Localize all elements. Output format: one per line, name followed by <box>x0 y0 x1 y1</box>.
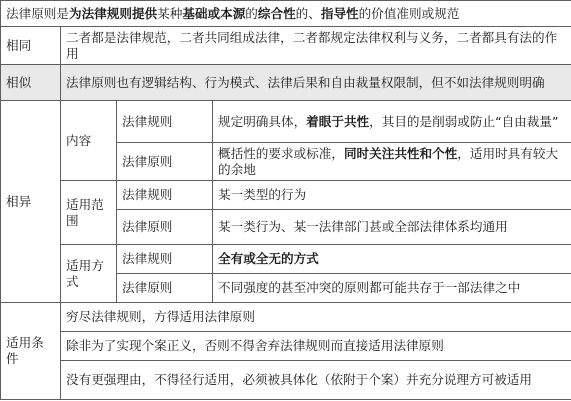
content-principle-label: 法律原则 <box>117 143 213 181</box>
text-run: ，适用时具有较大的余地 <box>218 145 559 177</box>
similar-label: 相似 <box>1 65 61 101</box>
manner-rule-text <box>213 245 571 274</box>
bold-run: 指导性 <box>320 5 359 21</box>
same-label: 相同 <box>1 27 61 65</box>
title-row <box>1 1 571 27</box>
bold-run: 基础或本源 <box>182 5 246 21</box>
text-run: 的价值准则或规范 <box>358 5 460 21</box>
scope-rule-label: 法律规则 <box>117 181 213 210</box>
manner-label: 适用方式 <box>61 245 117 303</box>
conditions-row-2 <box>1 332 571 361</box>
scope-rule-row <box>1 181 571 210</box>
text-run: 概括性的要求或标准， <box>218 145 344 161</box>
scope-principle-label: 法律原则 <box>117 210 213 245</box>
same-text: 二者都是法律规范，二者共同组成法律，二者都规定法律权利与义务，二者都具有法的作用 <box>61 27 571 65</box>
manner-principle-text: 不同强度的甚至冲突的原则都可能共存于一部法律之中 <box>213 274 571 303</box>
text-run: 规定明确具体， <box>218 113 307 129</box>
content-rule-text <box>213 101 571 143</box>
conditions-label: 适用条件 <box>1 303 61 400</box>
bold-run: 综合性 <box>257 5 296 21</box>
bold-run: 同时关注共性和个性 <box>343 145 458 161</box>
content-rule-label: 法律规则 <box>117 101 213 143</box>
bold-run: 着眼于共性 <box>306 113 370 129</box>
differ-label: 相异 <box>1 101 61 303</box>
text-run: ，其目的是削弱或防止“自由裁量” <box>369 113 559 129</box>
scope-rule-text: 某一类型的行为 <box>213 181 571 210</box>
content-principle-text <box>213 143 571 181</box>
condition-item: 穷尽法律规则，方得适用法律原则 <box>61 303 571 332</box>
text-run: 法律原则是 <box>6 5 69 21</box>
condition-item: 除非为了实现个案正义，否则不得舍弃法律规则而直接适用法律原则 <box>61 332 571 361</box>
scope-label: 适用范围 <box>61 181 117 245</box>
conditions-row-1 <box>1 303 571 332</box>
bold-run: 为法律规则提供 <box>68 5 158 21</box>
same-row <box>1 27 571 65</box>
definition-cell <box>1 1 571 27</box>
manner-principle-label: 法律原则 <box>117 274 213 303</box>
scope-principle-text: 某一类行为、某一法律部门甚或全部法律体系均通用 <box>213 210 571 245</box>
condition-item: 没有更强理由，不得径行适用，必须被具体化（依附于个案）并充分说理方可被适用 <box>61 361 571 400</box>
manner-rule-label: 法律规则 <box>117 245 213 274</box>
manner-rule-bold: 全有或全无的方式 <box>218 251 319 266</box>
text-run: 的、 <box>295 5 321 21</box>
definition-text <box>6 6 459 21</box>
similar-text: 法律原则也有逻辑结构、行为模式、法律后果和自由裁量权限制，但不如法律规则明确 <box>61 65 571 101</box>
similar-row <box>1 65 571 101</box>
conditions-row-3 <box>1 361 571 400</box>
content-rule-row <box>1 101 571 143</box>
manner-rule-row <box>1 245 571 274</box>
text-run: 某种 <box>157 5 183 21</box>
content-label: 内容 <box>61 101 117 181</box>
text-run: 的 <box>245 5 258 21</box>
